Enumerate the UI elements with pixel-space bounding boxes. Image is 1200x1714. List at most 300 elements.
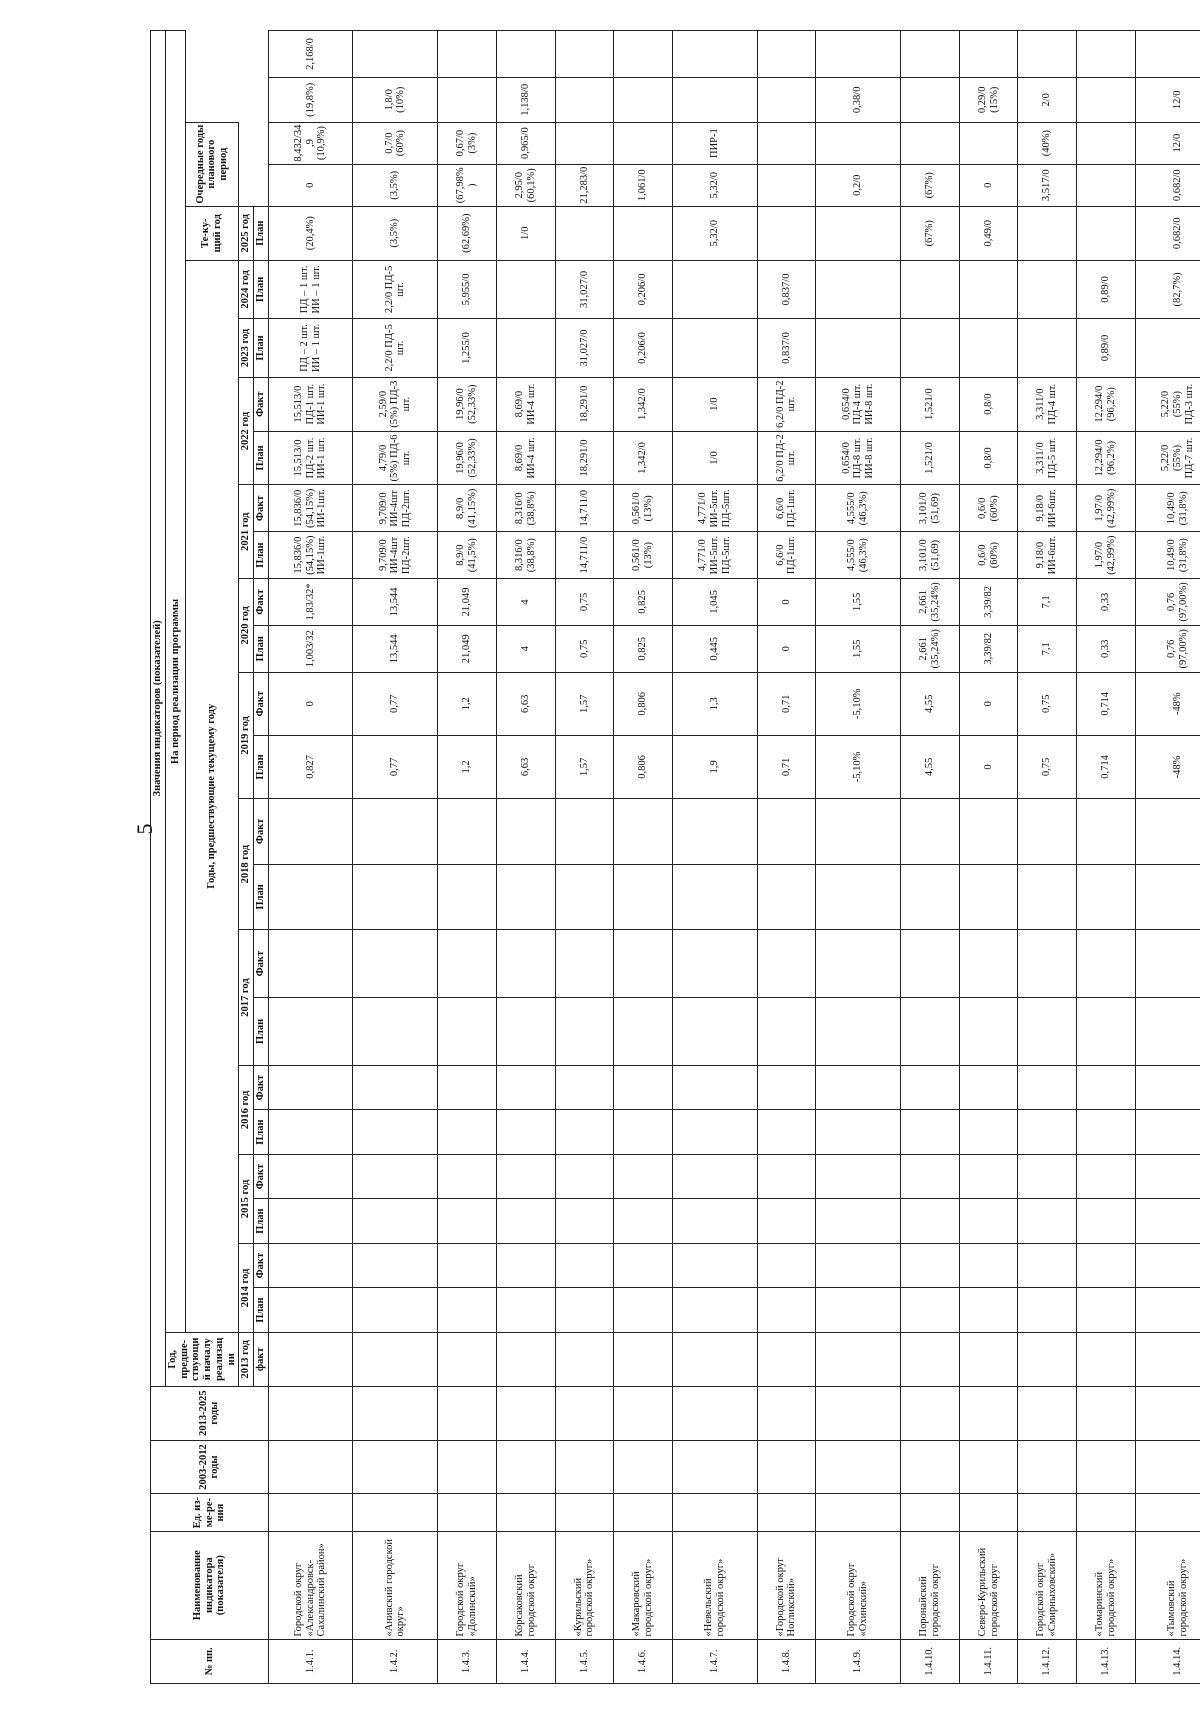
value-cell: 9,709/0 ИИ-4шт ПД-2шт.: [353, 485, 438, 532]
value-cell: [816, 1199, 901, 1243]
value-cell: 1,83/32*: [268, 579, 353, 626]
empty-cell: [555, 1386, 614, 1440]
value-cell: [496, 31, 555, 78]
value-cell: [438, 1332, 497, 1386]
value-cell: [268, 1332, 353, 1386]
value-cell: 8,9/0 (41,5%): [438, 532, 497, 579]
value-cell: [672, 1288, 757, 1332]
value-cell: 0,33: [1077, 625, 1136, 672]
value-cell: [268, 1110, 353, 1154]
value-cell: [1135, 1154, 1200, 1198]
header-fact-2019: Факт: [254, 672, 269, 735]
value-cell: 4,555/0 (46,3%): [816, 532, 901, 579]
header-plan-2022: План: [254, 431, 269, 485]
value-cell: (3,5%): [353, 164, 438, 206]
header-preceding-years: Годы, предшествующие текущему году: [186, 260, 239, 1332]
value-cell: [555, 1065, 614, 1109]
value-cell: (82,7%): [1135, 260, 1200, 319]
table-row: [555, 31, 614, 1684]
value-cell: [353, 799, 438, 865]
row-number: 1.4.7.: [672, 1639, 757, 1683]
value-cell: 5,955/0: [438, 260, 497, 319]
header-plan-2021: План: [254, 532, 269, 579]
value-cell: [901, 1332, 960, 1386]
value-cell: [353, 31, 438, 78]
value-cell: [353, 1288, 438, 1332]
value-cell: 21,049: [438, 579, 497, 626]
value-cell: [816, 31, 901, 78]
header-plan-2024: План: [254, 260, 269, 319]
header-plan-2016: План: [254, 1110, 269, 1154]
empty-cell: [496, 1494, 555, 1531]
value-cell: 1,2: [438, 672, 497, 735]
empty-cell: [757, 1494, 816, 1531]
value-cell: [757, 1110, 816, 1154]
value-cell: [1077, 799, 1136, 865]
value-cell: [672, 1199, 757, 1243]
value-cell: [614, 998, 673, 1066]
value-cell: 9,18/0 ИИ-6шт.: [1018, 485, 1077, 532]
value-cell: 0,67/0 (3%): [438, 122, 497, 164]
header-year-2016: 2016 год: [239, 1065, 254, 1154]
value-cell: [1077, 1288, 1136, 1332]
value-cell: [614, 1154, 673, 1198]
value-cell: [268, 930, 353, 998]
empty-cell: [268, 1386, 353, 1440]
value-cell: 9,709/0 ИИ-4шт ПД-2шт.: [353, 532, 438, 579]
value-cell: 8,316/0 (38,8%): [496, 532, 555, 579]
value-cell: [1018, 930, 1077, 998]
value-cell: [959, 260, 1018, 319]
value-cell: (62,69%): [438, 206, 497, 260]
value-cell: [496, 799, 555, 865]
row-number: 1.4.1.: [268, 1639, 353, 1683]
value-cell: [555, 31, 614, 78]
row-number: 1.4.5.: [555, 1639, 614, 1683]
indicator-name: «Городской округ Ногликский»: [757, 1531, 816, 1639]
header-unit: Ед. из-ме-ре-ния: [151, 1494, 269, 1531]
value-cell: [816, 1110, 901, 1154]
value-cell: [959, 31, 1018, 78]
table-row: [353, 31, 438, 1684]
value-cell: [438, 78, 497, 122]
value-cell: [1018, 864, 1077, 930]
value-cell: 1,9: [672, 735, 757, 798]
value-cell: [614, 122, 673, 164]
value-cell: 5,32/0: [672, 206, 757, 260]
empty-cell: [1077, 1386, 1136, 1440]
value-cell: 0: [757, 625, 816, 672]
value-cell: (20,4%): [268, 206, 353, 260]
value-cell: 2,2/0 ПД-5 шт.: [353, 260, 438, 319]
value-cell: [1018, 260, 1077, 319]
indicator-name: Корсаковский городской округ: [496, 1531, 555, 1639]
empty-cell: [959, 1494, 1018, 1531]
value-cell: 0,38/0: [816, 78, 901, 122]
value-cell: [268, 1243, 353, 1287]
value-cell: 1,2: [438, 735, 497, 798]
value-cell: [816, 260, 901, 319]
value-cell: [959, 1199, 1018, 1243]
value-cell: 4,55: [901, 672, 960, 735]
value-cell: [1077, 164, 1136, 206]
value-cell: 0: [959, 672, 1018, 735]
value-cell: [1135, 319, 1200, 378]
value-cell: 0,682/0: [1135, 164, 1200, 206]
value-cell: 0,806: [614, 672, 673, 735]
value-cell: 0,77: [353, 735, 438, 798]
value-cell: [901, 31, 960, 78]
value-cell: [901, 1243, 960, 1287]
empty-cell: [672, 1440, 757, 1494]
value-cell: [757, 1243, 816, 1287]
empty-cell: [1135, 1386, 1200, 1440]
value-cell: 5,22/0 (55%) ПД-3 шт.: [1135, 377, 1200, 431]
value-cell: [555, 799, 614, 865]
empty-cell: [438, 1494, 497, 1531]
value-cell: [1018, 998, 1077, 1066]
value-cell: [353, 930, 438, 998]
value-cell: 0,75: [1018, 672, 1077, 735]
value-cell: 0,206/0: [614, 319, 673, 378]
value-cell: [901, 260, 960, 319]
indicator-name: Поронайский городской округ: [901, 1531, 960, 1639]
value-cell: [1135, 799, 1200, 865]
indicator-name: Городской округ «Смирныховский»: [1018, 1531, 1077, 1639]
value-cell: 1,97/0 (42,99%): [1077, 485, 1136, 532]
row-number: 1.4.8.: [757, 1639, 816, 1683]
value-cell: [959, 930, 1018, 998]
value-cell: 1,57: [555, 735, 614, 798]
value-cell: [1077, 930, 1136, 998]
value-cell: [757, 1065, 816, 1109]
header-fact-2016: Факт: [254, 1065, 269, 1109]
value-cell: 10,49/0 (31,8%): [1135, 532, 1200, 579]
value-cell: 13,544: [353, 579, 438, 626]
value-cell: 1/0: [672, 377, 757, 431]
value-cell: 2,168/0: [268, 31, 353, 78]
header-year-2015: 2015 год: [239, 1154, 254, 1243]
value-cell: [614, 1288, 673, 1332]
empty-cell: [672, 1494, 757, 1531]
empty-cell: [438, 1440, 497, 1494]
row-number: 1.4.4.: [496, 1639, 555, 1683]
header-year-2022: 2022 год: [239, 377, 254, 485]
value-cell: [1018, 799, 1077, 865]
header-year-2014: 2014 год: [239, 1243, 254, 1332]
value-cell: 0,8/0: [959, 377, 1018, 431]
value-cell: [757, 864, 816, 930]
page-number: 5: [132, 823, 157, 835]
value-cell: 12,294/0 (96,2%): [1077, 377, 1136, 431]
indicator-name: «Анивский городской округ»: [353, 1531, 438, 1639]
value-cell: [1018, 1110, 1077, 1154]
value-cell: 19,96/0 (52,33%): [438, 431, 497, 485]
value-cell: [438, 864, 497, 930]
indicator-name: Городской округ «Александровск-Сахалинский район»: [268, 1531, 353, 1639]
header-year-2025: 2025 год: [239, 206, 254, 260]
value-cell: ПД – 2 шт. ИИ – 1 шт.: [268, 319, 353, 378]
value-cell: [438, 1065, 497, 1109]
value-cell: [672, 319, 757, 378]
value-cell: 0,75: [1018, 735, 1077, 798]
table-row: [1018, 31, 1077, 1684]
value-cell: 15,836/0 (54,15%) ИИ-1шт.: [268, 532, 353, 579]
value-cell: 12,294/0 (96,2%): [1077, 431, 1136, 485]
value-cell: [1018, 1065, 1077, 1109]
value-cell: [614, 930, 673, 998]
value-cell: [1018, 319, 1077, 378]
empty-cell: [555, 1440, 614, 1494]
value-cell: 0,206/0: [614, 260, 673, 319]
value-cell: [1077, 998, 1136, 1066]
value-cell: 1,342/0: [614, 431, 673, 485]
value-cell: -5,10%: [816, 672, 901, 735]
value-cell: 10,49/0 (31,8%): [1135, 485, 1200, 532]
value-cell: 18,291/0: [555, 431, 614, 485]
header-fact-2013: факт: [254, 1332, 269, 1386]
value-cell: 2,59/0 (5%) ПД-3 шт.: [353, 377, 438, 431]
value-cell: [959, 1332, 1018, 1386]
value-cell: 0,75: [555, 625, 614, 672]
value-cell: [901, 122, 960, 164]
value-cell: [757, 998, 816, 1066]
value-cell: [496, 864, 555, 930]
empty-cell: [353, 1386, 438, 1440]
value-cell: [757, 164, 816, 206]
header-fact-2018: Факт: [254, 799, 269, 865]
header-year-2017: 2017 год: [239, 930, 254, 1066]
value-cell: ПД – 1 шт. ИИ – 1 шт.: [268, 260, 353, 319]
value-cell: [614, 31, 673, 78]
value-cell: 0,77: [353, 672, 438, 735]
table-row: [901, 31, 960, 1684]
value-cell: 0,561/0 (13%): [614, 532, 673, 579]
empty-cell: [1135, 1494, 1200, 1531]
value-cell: 5,22/0 (55%) ПД-7 шт.: [1135, 431, 1200, 485]
empty-cell: [438, 1386, 497, 1440]
value-cell: 2,661 (35,24%): [901, 579, 960, 626]
empty-cell: [816, 1494, 901, 1531]
header-year-2024: 2024 год: [239, 260, 254, 319]
value-cell: 1,8/0 (10%): [353, 78, 438, 122]
value-cell: [901, 1110, 960, 1154]
table-body: [268, 31, 1200, 1684]
value-cell: 4,771/0 ИИ-5шт. ПД-5шт.: [672, 532, 757, 579]
value-cell: 1,255/0: [438, 319, 497, 378]
value-cell: [757, 1288, 816, 1332]
value-cell: [1077, 1065, 1136, 1109]
value-cell: 14,711/0: [555, 485, 614, 532]
value-cell: [1018, 1243, 1077, 1287]
value-cell: 0,7/0 (60%): [353, 122, 438, 164]
table-row: [757, 31, 816, 1684]
value-cell: 1,003/32: [268, 625, 353, 672]
value-cell: 0,825: [614, 625, 673, 672]
value-cell: 0,714: [1077, 672, 1136, 735]
value-cell: [496, 930, 555, 998]
empty-cell: [353, 1494, 438, 1531]
value-cell: [1077, 1154, 1136, 1198]
value-cell: [614, 799, 673, 865]
value-cell: [438, 799, 497, 865]
indicator-name: «Тымовский городской округ»: [1135, 1531, 1200, 1639]
rotated-table-container: [150, 30, 1200, 1684]
value-cell: [959, 122, 1018, 164]
table-row: [1077, 31, 1136, 1684]
value-cell: 2,661 (35,24%): [901, 625, 960, 672]
value-cell: [959, 864, 1018, 930]
value-cell: [757, 1332, 816, 1386]
value-cell: 2,2/0 ПД-5 шт.: [353, 319, 438, 378]
value-cell: [757, 930, 816, 998]
value-cell: [1077, 1332, 1136, 1386]
value-cell: [614, 206, 673, 260]
value-cell: 6,2/0 ПД-2 шт.: [757, 431, 816, 485]
value-cell: 4,55: [901, 735, 960, 798]
value-cell: [614, 1332, 673, 1386]
header-plan-2023: План: [254, 319, 269, 378]
indicator-name: «Курильский городской округ»: [555, 1531, 614, 1639]
value-cell: [353, 1110, 438, 1154]
indicator-name: Северо-Курильский городской округ: [959, 1531, 1018, 1639]
value-cell: [1018, 1199, 1077, 1243]
value-cell: [672, 930, 757, 998]
value-cell: (19,8%): [268, 78, 353, 122]
value-cell: [901, 78, 960, 122]
value-cell: -5,10%: [816, 735, 901, 798]
indicator-name: Городской округ «Долинский»: [438, 1531, 497, 1639]
value-cell: [901, 1154, 960, 1198]
value-cell: 4,771/0 ИИ-5шт. ПД-5шт.: [672, 485, 757, 532]
value-cell: [1077, 864, 1136, 930]
header-plan-2015: План: [254, 1199, 269, 1243]
value-cell: 1,138/0: [496, 78, 555, 122]
value-cell: [816, 799, 901, 865]
value-cell: [1018, 1288, 1077, 1332]
header-fact-2017: Факт: [254, 930, 269, 998]
value-cell: 0,837/0: [757, 260, 816, 319]
value-cell: 12/0: [1135, 122, 1200, 164]
value-cell: 0,49/0: [959, 206, 1018, 260]
value-cell: 3,517/0: [1018, 164, 1077, 206]
value-cell: 0: [757, 579, 816, 626]
value-cell: 4: [496, 625, 555, 672]
value-cell: [555, 998, 614, 1066]
table-row: [438, 31, 497, 1684]
value-cell: [438, 930, 497, 998]
value-cell: 14,711/0: [555, 532, 614, 579]
value-cell: 6,63: [496, 735, 555, 798]
value-cell: [1135, 31, 1200, 78]
value-cell: [1018, 1154, 1077, 1198]
empty-cell: [1077, 1440, 1136, 1494]
value-cell: [1135, 930, 1200, 998]
value-cell: 0,561/0 (13%): [614, 485, 673, 532]
value-cell: 0,71: [757, 735, 816, 798]
value-cell: [1135, 1199, 1200, 1243]
value-cell: [614, 1243, 673, 1287]
value-cell: [959, 1154, 1018, 1198]
value-cell: [672, 799, 757, 865]
value-cell: 1,55: [816, 625, 901, 672]
value-cell: [353, 998, 438, 1066]
value-cell: [959, 1243, 1018, 1287]
value-cell: [816, 1288, 901, 1332]
value-cell: [1135, 864, 1200, 930]
value-cell: [555, 1243, 614, 1287]
value-cell: [901, 1288, 960, 1332]
value-cell: 1,3: [672, 672, 757, 735]
empty-cell: [816, 1386, 901, 1440]
value-cell: [757, 799, 816, 865]
value-cell: [672, 78, 757, 122]
value-cell: [901, 799, 960, 865]
value-cell: 0,6/0 (60%): [959, 532, 1018, 579]
value-cell: [959, 998, 1018, 1066]
value-cell: [901, 319, 960, 378]
value-cell: 7,1: [1018, 625, 1077, 672]
empty-cell: [959, 1386, 1018, 1440]
header-year-2013: 2013 год: [239, 1332, 254, 1386]
empty-cell: [816, 1440, 901, 1494]
row-number: 1.4.2.: [353, 1639, 438, 1683]
value-cell: [353, 1243, 438, 1287]
value-cell: [438, 1243, 497, 1287]
table-row: [496, 31, 555, 1684]
value-cell: [757, 31, 816, 78]
value-cell: [268, 1199, 353, 1243]
header-plan-2020: План: [254, 625, 269, 672]
value-cell: [1077, 1199, 1136, 1243]
empty-cell: [496, 1440, 555, 1494]
value-cell: [555, 1154, 614, 1198]
value-cell: [1018, 1332, 1077, 1386]
header-year-2021: 2021 год: [239, 485, 254, 579]
value-cell: [816, 930, 901, 998]
value-cell: [438, 1288, 497, 1332]
row-number: 1.4.3.: [438, 1639, 497, 1683]
value-cell: 21,049: [438, 625, 497, 672]
value-cell: [496, 319, 555, 378]
value-cell: [438, 31, 497, 78]
value-cell: 1,55: [816, 579, 901, 626]
value-cell: [614, 1065, 673, 1109]
value-cell: [496, 1154, 555, 1198]
value-cell: 0,89/0: [1077, 260, 1136, 319]
indicator-name: «Томаринский городской округ»: [1077, 1531, 1136, 1639]
value-cell: 3,101/0 (51,69): [901, 485, 960, 532]
value-cell: 15,513/0 ПД-2 шт. ИИ-1 шт.: [268, 431, 353, 485]
empty-cell: [757, 1440, 816, 1494]
value-cell: [614, 78, 673, 122]
value-cell: [757, 78, 816, 122]
value-cell: [1077, 31, 1136, 78]
value-cell: [672, 31, 757, 78]
value-cell: [268, 1288, 353, 1332]
value-cell: [816, 319, 901, 378]
value-cell: [614, 864, 673, 930]
value-cell: 31,027/0: [555, 260, 614, 319]
empty-cell: [901, 1440, 960, 1494]
value-cell: [959, 1110, 1018, 1154]
value-cell: [496, 1332, 555, 1386]
header-row-1: [151, 31, 166, 1684]
header-next-years: Очередные годы планового период: [186, 122, 239, 206]
value-cell: 1,521/0: [901, 377, 960, 431]
value-cell: [672, 1110, 757, 1154]
value-cell: [959, 319, 1018, 378]
